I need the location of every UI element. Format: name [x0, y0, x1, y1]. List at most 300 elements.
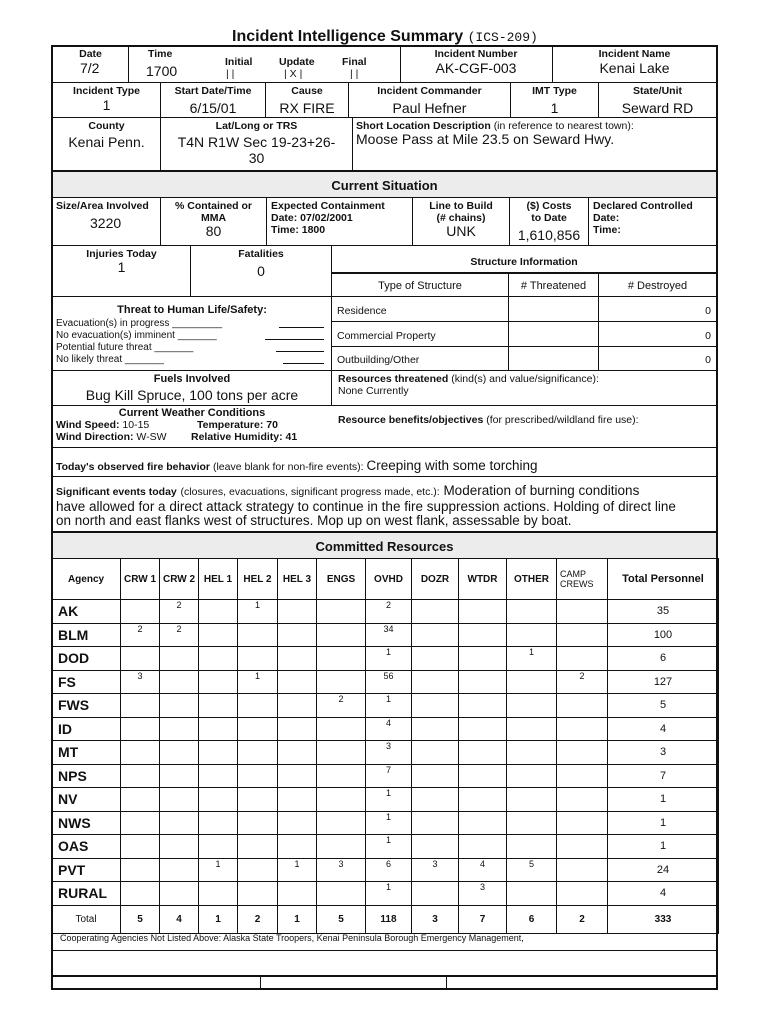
structure-row-outbuilding: Outbuilding/Other — [337, 354, 420, 366]
table-cell — [238, 647, 278, 671]
fuels-value: Bug Kill Spruce, 100 tons per acre — [85, 387, 299, 403]
table-cell — [459, 835, 507, 859]
total-cell: 2 — [557, 905, 608, 933]
table-cell — [278, 694, 317, 718]
table-cell — [199, 647, 238, 671]
latlong-value-2: 30 — [248, 150, 265, 166]
significant-events-line3: on north and east flanks west of structures. Mop up on west flank, assessable by boat. — [56, 513, 572, 528]
initial-checkbox[interactable]: | | — [226, 68, 235, 80]
table-cell — [278, 623, 317, 647]
table-cell — [121, 858, 160, 882]
table-cell — [160, 717, 199, 741]
table-cell — [278, 741, 317, 765]
expected-containment-label: Expected Containment — [271, 200, 385, 212]
agency-name: NV — [52, 788, 121, 812]
start-label: Start Date/Time — [174, 85, 252, 97]
table-cell: 1 — [366, 647, 412, 671]
table-cell — [238, 835, 278, 859]
injuries-label: Injuries Today — [86, 248, 157, 260]
table-cell — [557, 647, 608, 671]
table-cell — [412, 623, 459, 647]
fire-behavior: Today's observed fire behavior (leave blank for non-fire events): Creeping with some torching — [56, 458, 538, 473]
total-cell: 2 — [238, 905, 278, 933]
table-cell — [160, 882, 199, 906]
table-cell — [557, 623, 608, 647]
table-cell — [459, 811, 507, 835]
incident-type-label: Incident Type — [73, 85, 140, 97]
latlong-value-1: T4N R1W Sec 19-23+26- — [177, 134, 336, 150]
table-cell — [238, 788, 278, 812]
table-row — [52, 647, 719, 671]
table-cell — [412, 764, 459, 788]
agency-name: NPS — [52, 764, 121, 788]
column-header: HEL 1 — [199, 559, 238, 600]
table-cell — [278, 600, 317, 624]
imt-label: IMT Type — [532, 85, 577, 97]
table-cell — [160, 764, 199, 788]
initial-label: Initial — [225, 56, 253, 68]
table-cell: 3 — [412, 858, 459, 882]
table-cell — [121, 717, 160, 741]
table-cell — [238, 741, 278, 765]
table-cell: 1 — [278, 858, 317, 882]
table-cell — [278, 670, 317, 694]
declared-date-label: Date: — [593, 212, 620, 224]
total-row — [52, 905, 719, 933]
table-header-row — [52, 559, 719, 600]
column-header: OTHER — [507, 559, 557, 600]
table-cell: 7 — [608, 764, 719, 788]
table-cell — [199, 670, 238, 694]
committed-resources-table — [51, 558, 719, 934]
col-structure-type: Type of Structure — [378, 280, 462, 292]
column-header: Total Personnel — [608, 559, 719, 600]
table-cell — [507, 811, 557, 835]
column-header: CRW 2 — [160, 559, 199, 600]
total-cell: 333 — [608, 905, 719, 933]
table-cell — [199, 600, 238, 624]
incident-number-label: Incident Number — [434, 48, 518, 60]
table-cell: 5 — [507, 858, 557, 882]
table-cell — [160, 835, 199, 859]
table-cell — [557, 764, 608, 788]
table-cell — [507, 882, 557, 906]
incident-number-value: AK-CGF-003 — [435, 60, 517, 76]
agency-name: FWS — [52, 694, 121, 718]
time-label: Time — [148, 48, 173, 60]
table-cell — [459, 670, 507, 694]
contained-label-1: % Contained or — [174, 200, 252, 212]
significant-events-line2: have allowed for a direct attack strategy to continue in the fire suppression actions. Holding of direct line — [56, 498, 676, 514]
size-value: 3220 — [90, 215, 122, 231]
update-checkbox[interactable]: | X | — [284, 68, 303, 80]
total-cell: 3 — [412, 905, 459, 933]
total-cell: 1 — [199, 905, 238, 933]
date-label: Date — [79, 48, 102, 60]
county-label: County — [88, 120, 125, 132]
table-cell — [238, 858, 278, 882]
agency-name: NWS — [52, 811, 121, 835]
table-cell — [199, 764, 238, 788]
table-cell: 4 — [608, 717, 719, 741]
table-cell — [160, 647, 199, 671]
column-header: CAMP CREWS — [557, 559, 608, 600]
table-cell — [199, 694, 238, 718]
table-cell: 3 — [121, 670, 160, 694]
table-cell — [557, 717, 608, 741]
weather-label: Current Weather Conditions — [118, 407, 266, 419]
table-row — [52, 858, 719, 882]
resource-benefits-label: Resource benefits/objectives (for prescribed/wildland fire use): — [338, 414, 639, 426]
table-cell: 1 — [366, 835, 412, 859]
table-cell — [459, 600, 507, 624]
table-cell: 1 — [238, 600, 278, 624]
table-cell: 127 — [608, 670, 719, 694]
table-cell: 24 — [608, 858, 719, 882]
table-row — [52, 764, 719, 788]
column-header: CRW 1 — [121, 559, 160, 600]
table-cell: 4 — [459, 858, 507, 882]
current-situation-heading: Current Situation — [331, 178, 438, 193]
threat-heading: Threat to Human Life/Safety: — [117, 304, 267, 316]
short-location-label: Short Location Description (in reference to nearest town): — [356, 120, 634, 132]
incident-type-value: 1 — [102, 97, 111, 113]
table-cell — [459, 788, 507, 812]
table-cell — [412, 694, 459, 718]
table-cell — [199, 835, 238, 859]
incident-name-value: Kenai Lake — [599, 60, 670, 76]
table-cell — [121, 764, 160, 788]
page-title: Incident Intelligence Summary (ICS-209) — [232, 28, 538, 45]
line-label-1: Line to Build — [429, 200, 493, 212]
table-cell — [507, 835, 557, 859]
final-checkbox[interactable]: | | — [350, 68, 359, 80]
table-cell — [278, 835, 317, 859]
table-cell: 3 — [317, 858, 366, 882]
table-cell: 4 — [608, 882, 719, 906]
table-cell — [507, 717, 557, 741]
table-cell: 1 — [507, 647, 557, 671]
table-cell — [199, 882, 238, 906]
table-cell — [412, 835, 459, 859]
fatalities-value: 0 — [257, 263, 265, 279]
structure-row-residence: Residence — [337, 305, 387, 317]
size-label: Size/Area Involved — [56, 200, 149, 212]
contained-value: 80 — [205, 223, 222, 239]
table-row — [52, 788, 719, 812]
column-header: HEL 2 — [238, 559, 278, 600]
total-cell: 5 — [121, 905, 160, 933]
table-cell — [459, 647, 507, 671]
table-cell — [317, 741, 366, 765]
costs-value: 1,610,856 — [517, 227, 581, 243]
table-cell — [507, 623, 557, 647]
table-cell: 34 — [366, 623, 412, 647]
table-cell — [557, 600, 608, 624]
table-row — [52, 623, 719, 647]
table-row — [52, 600, 719, 624]
table-cell — [199, 788, 238, 812]
table-cell: 5 — [608, 694, 719, 718]
table-cell — [557, 741, 608, 765]
table-cell: 4 — [366, 717, 412, 741]
table-cell — [412, 670, 459, 694]
table-cell — [278, 811, 317, 835]
table-cell — [199, 717, 238, 741]
table-cell: 7 — [366, 764, 412, 788]
table-cell — [412, 788, 459, 812]
table-cell — [317, 835, 366, 859]
table-cell — [238, 694, 278, 718]
table-cell — [412, 600, 459, 624]
table-cell — [121, 741, 160, 765]
unit-value: Seward RD — [621, 100, 694, 116]
ic-label: Incident Commander — [377, 85, 482, 97]
table-cell — [121, 694, 160, 718]
table-cell: 1 — [366, 694, 412, 718]
threat-potential-future: Potential future threat _______ — [56, 342, 194, 353]
table-cell — [507, 764, 557, 788]
table-cell — [238, 764, 278, 788]
table-cell: 2 — [160, 600, 199, 624]
threat-evac-in-progress: Evacuation(s) in progress _________ — [56, 318, 223, 329]
table-cell: 6 — [366, 858, 412, 882]
table-cell — [121, 647, 160, 671]
final-label: Final — [342, 56, 367, 68]
table-cell: 35 — [608, 600, 719, 624]
table-cell — [459, 717, 507, 741]
significant-events: Significant events today (closures, evacuations, significant progress made, etc.): Moderation of burning conditions have allowed for a direct attack strategy to continue in the fire suppression actions. Holding of direct line on north and east flanks west of structures. Mop up on west flank, assessable by boat. — [56, 484, 711, 529]
table-cell: 56 — [366, 670, 412, 694]
column-header: ENGS — [317, 559, 366, 600]
contained-label-2: MMA — [200, 212, 227, 224]
table-cell — [557, 811, 608, 835]
table-cell — [412, 811, 459, 835]
table-cell: 3 — [608, 741, 719, 765]
table-cell: 1 — [608, 835, 719, 859]
table-cell — [557, 694, 608, 718]
table-row — [52, 717, 719, 741]
expected-containment-date: Date: 07/02/2001 — [271, 212, 353, 224]
table-cell — [278, 882, 317, 906]
fatalities-label: Fatalities — [238, 248, 284, 260]
table-cell: 1 — [238, 670, 278, 694]
relative-humidity: Relative Humidity: 41 — [191, 431, 298, 443]
table-cell — [317, 623, 366, 647]
table-cell — [317, 882, 366, 906]
table-cell — [557, 858, 608, 882]
table-cell — [238, 623, 278, 647]
table-cell: 1 — [366, 788, 412, 812]
table-cell — [278, 647, 317, 671]
table-cell — [278, 764, 317, 788]
agency-name: RURAL — [52, 882, 121, 906]
resources-threatened-value: None Currently — [338, 385, 409, 397]
table-cell — [121, 788, 160, 812]
table-cell — [459, 694, 507, 718]
table-cell: 3 — [459, 882, 507, 906]
table-cell — [317, 764, 366, 788]
table-cell — [160, 694, 199, 718]
table-cell — [199, 741, 238, 765]
county-value: Kenai Penn. — [68, 134, 145, 150]
table-cell — [459, 764, 507, 788]
injuries-value: 1 — [117, 259, 126, 275]
threat-no-likely: No likely threat _______ — [56, 354, 164, 365]
table-row — [52, 811, 719, 835]
table-cell — [557, 788, 608, 812]
resources-threatened-label: Resources threatened (kind(s) and value/significance): — [338, 373, 599, 385]
wind-speed: Wind Speed: 10-15 — [56, 419, 150, 431]
table-cell — [459, 741, 507, 765]
total-cell: 5 — [317, 905, 366, 933]
update-label: Update — [279, 56, 315, 68]
table-cell — [121, 882, 160, 906]
table-cell — [412, 647, 459, 671]
agency-name: FS — [52, 670, 121, 694]
column-header: WTDR — [459, 559, 507, 600]
table-cell: 2 — [121, 623, 160, 647]
table-cell — [412, 717, 459, 741]
table-cell — [278, 717, 317, 741]
structure-row-commercial: Commercial Property — [337, 330, 436, 342]
table-cell — [317, 670, 366, 694]
table-cell — [557, 835, 608, 859]
table-cell: 1 — [366, 811, 412, 835]
column-header: Agency — [52, 559, 121, 600]
column-header: OVHD — [366, 559, 412, 600]
short-location-value: Moose Pass at Mile 23.5 on Seward Hwy. — [356, 131, 615, 147]
table-cell: 1 — [366, 882, 412, 906]
table-cell — [507, 600, 557, 624]
table-row — [52, 882, 719, 906]
costs-label-1: ($) Costs — [526, 200, 572, 212]
total-cell: 6 — [507, 905, 557, 933]
table-cell: 2 — [366, 600, 412, 624]
table-cell: 1 — [199, 858, 238, 882]
table-cell — [160, 811, 199, 835]
cause-label: Cause — [291, 85, 323, 97]
table-cell — [507, 670, 557, 694]
table-cell — [160, 858, 199, 882]
table-cell: 100 — [608, 623, 719, 647]
table-cell — [199, 623, 238, 647]
agency-name: PVT — [52, 858, 121, 882]
threat-no-evac-imminent: No evacuation(s) imminent _______ — [56, 330, 217, 341]
line-label-2: (# chains) — [436, 212, 486, 224]
table-cell: 2 — [557, 670, 608, 694]
total-cell: 4 — [160, 905, 199, 933]
cooperating-agencies: Cooperating Agencies Not Listed Above: Alaska State Troopers, Kenai Peninsula Borough Emergency Management, — [60, 933, 524, 943]
table-cell — [160, 741, 199, 765]
unit-label: State/Unit — [632, 85, 682, 97]
table-cell — [507, 788, 557, 812]
table-row — [52, 741, 719, 765]
table-cell: 1 — [608, 788, 719, 812]
table-cell — [238, 717, 278, 741]
incident-name-label: Incident Name — [598, 48, 671, 60]
table-row — [52, 835, 719, 859]
wind-direction: Wind Direction: W-SW — [56, 431, 167, 443]
start-value: 6/15/01 — [189, 100, 237, 116]
table-cell — [412, 882, 459, 906]
imt-value: 1 — [550, 100, 559, 116]
structure-info-heading: Structure Information — [470, 256, 578, 268]
table-cell — [238, 882, 278, 906]
table-cell — [121, 600, 160, 624]
threat-options — [56, 318, 222, 366]
declared-time-label: Time: — [593, 224, 621, 236]
column-header: DOZR — [412, 559, 459, 600]
latlong-label: Lat/Long or TRS — [215, 120, 298, 132]
table-cell — [278, 788, 317, 812]
table-cell — [160, 670, 199, 694]
table-cell — [557, 882, 608, 906]
table-cell — [160, 788, 199, 812]
table-cell — [317, 717, 366, 741]
table-cell: 1 — [608, 811, 719, 835]
declared-controlled-label: Declared Controlled — [593, 200, 693, 212]
structure-destroyed-outbuilding: 0 — [705, 354, 711, 366]
total-cell: 7 — [459, 905, 507, 933]
total-cell: 1 — [278, 905, 317, 933]
agency-name: BLM — [52, 623, 121, 647]
table-cell — [317, 600, 366, 624]
table-cell — [121, 811, 160, 835]
time-value: 1700 — [146, 63, 178, 79]
form-id: (ICS-209) — [467, 30, 538, 45]
table-cell — [317, 788, 366, 812]
agency-name: OAS — [52, 835, 121, 859]
col-threatened: # Threatened — [520, 280, 587, 292]
costs-label-2: to Date — [531, 212, 567, 224]
agency-name: DOD — [52, 647, 121, 671]
line-value: UNK — [446, 223, 476, 239]
expected-containment-time: Time: 1800 — [271, 224, 326, 236]
table-cell: 6 — [608, 647, 719, 671]
structure-destroyed-residence: 0 — [705, 305, 711, 317]
table-cell — [507, 694, 557, 718]
table-row — [52, 670, 719, 694]
table-cell — [459, 623, 507, 647]
table-cell — [317, 647, 366, 671]
table-cell: 3 — [366, 741, 412, 765]
table-cell — [199, 811, 238, 835]
agency-name: ID — [52, 717, 121, 741]
fire-behavior-value: Creeping with some torching — [366, 458, 538, 473]
committed-resources-heading: Committed Resources — [315, 539, 454, 554]
table-cell — [317, 811, 366, 835]
ic-value: Paul Hefner — [392, 100, 467, 116]
cause-value: RX FIRE — [279, 100, 335, 116]
agency-name: AK — [52, 600, 121, 624]
structure-destroyed-commercial: 0 — [705, 330, 711, 342]
temperature: Temperature: 70 — [197, 419, 278, 431]
table-row — [52, 694, 719, 718]
date-value: 7/2 — [80, 60, 100, 76]
significant-events-line1: Moderation of burning conditions — [443, 483, 640, 498]
table-cell — [121, 835, 160, 859]
table-cell: 2 — [317, 694, 366, 718]
table-cell — [412, 741, 459, 765]
agency-name: MT — [52, 741, 121, 765]
table-cell: 2 — [160, 623, 199, 647]
fuels-label: Fuels Involved — [153, 373, 231, 385]
total-cell: 118 — [366, 905, 412, 933]
column-header: HEL 3 — [278, 559, 317, 600]
table-cell — [507, 741, 557, 765]
col-destroyed: # Destroyed — [627, 280, 688, 292]
